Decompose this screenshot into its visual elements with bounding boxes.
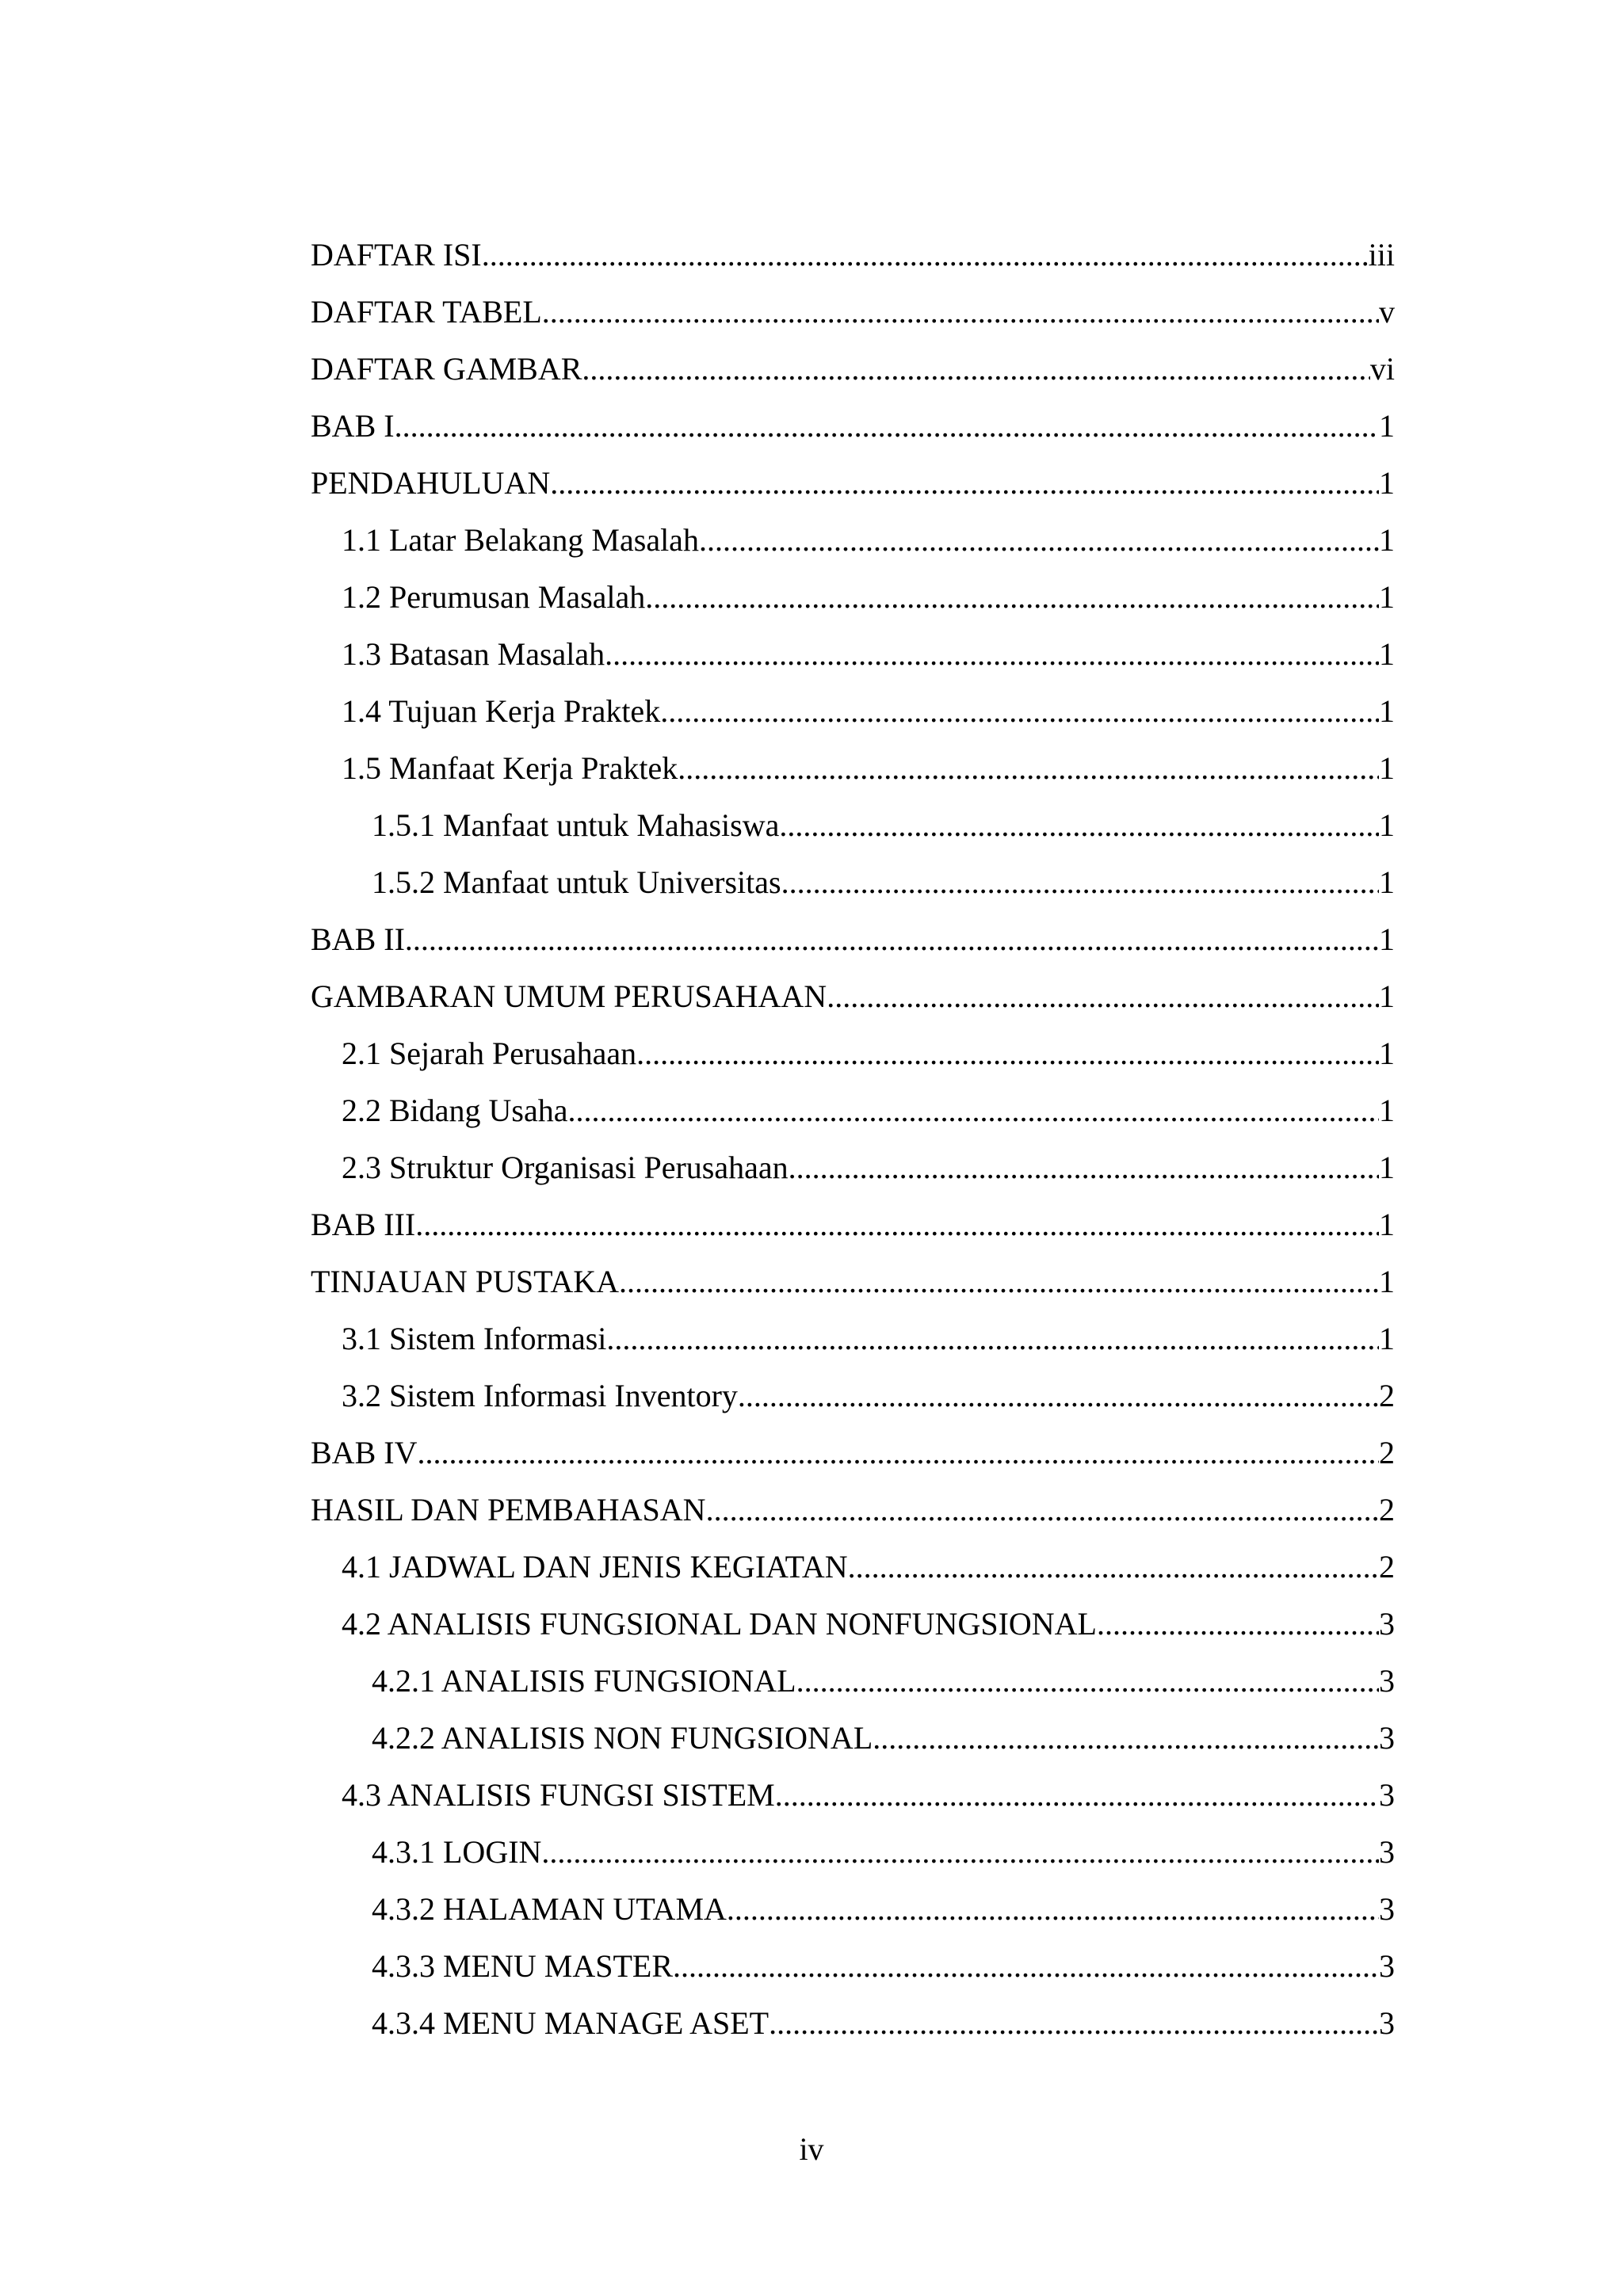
toc-entry-page-number: 1 xyxy=(1379,978,1395,1014)
toc-dot-leader xyxy=(779,797,1379,854)
toc-entry-page-number: 1 xyxy=(1379,1093,1395,1128)
toc-entry[interactable] xyxy=(311,1938,1395,1995)
toc-entry-title: 2.3 Struktur Organisasi Perusahaan xyxy=(342,1150,789,1185)
toc-entry-page-number: vi xyxy=(1369,351,1395,387)
toc-entry-title: 3.2 Sistem Informasi Inventory xyxy=(342,1378,738,1413)
toc-entry[interactable] xyxy=(311,1367,1395,1425)
toc-entry-title: DAFTAR GAMBAR xyxy=(311,351,582,387)
toc-dot-leader xyxy=(550,455,1379,512)
toc-entry-page-number: 1 xyxy=(1379,1264,1395,1299)
toc-entry[interactable] xyxy=(311,1482,1395,1539)
toc-dot-leader xyxy=(678,740,1379,797)
toc-entry[interactable] xyxy=(311,797,1395,854)
toc-entry[interactable] xyxy=(311,1824,1395,1881)
toc-entry-title: 1.3 Batasan Masalah xyxy=(342,636,605,672)
toc-entry[interactable] xyxy=(311,1025,1395,1082)
toc-dot-leader xyxy=(605,626,1379,683)
toc-entry-title: TINJAUAN PUSTAKA xyxy=(311,1264,620,1299)
toc-entry-title: 4.2 ANALISIS FUNGSIONAL DAN NONFUNGSIONAL xyxy=(342,1606,1097,1642)
toc-entry[interactable] xyxy=(311,1139,1395,1196)
toc-entry[interactable] xyxy=(311,1196,1395,1253)
toc-entry-title: 4.2.2 ANALISIS NON FUNGSIONAL xyxy=(372,1720,873,1756)
toc-dot-leader xyxy=(542,284,1379,341)
toc-entry[interactable] xyxy=(311,911,1395,968)
toc-dot-leader xyxy=(541,1824,1379,1881)
toc-entry[interactable] xyxy=(311,740,1395,797)
toc-dot-leader xyxy=(568,1082,1379,1139)
toc-entry-title: 1.1 Latar Belakang Masalah xyxy=(342,522,699,558)
toc-dot-leader xyxy=(789,1139,1379,1196)
toc-dot-leader xyxy=(660,683,1379,740)
toc-entry-title: PENDAHULUAN xyxy=(311,465,551,501)
toc-entry-page-number: 1 xyxy=(1379,864,1395,900)
toc-entry[interactable] xyxy=(311,341,1395,398)
toc-entry-page-number: 2 xyxy=(1379,1435,1395,1470)
toc-entry[interactable] xyxy=(311,398,1395,455)
toc-dot-leader xyxy=(395,398,1379,455)
toc-entry-page-number: 3 xyxy=(1379,1891,1395,1927)
toc-dot-leader xyxy=(645,569,1379,626)
toc-entry[interactable] xyxy=(311,1539,1395,1596)
toc-entry-page-number: 1 xyxy=(1379,465,1395,501)
toc-entry[interactable] xyxy=(311,1653,1395,1710)
toc-entry-page-number: 1 xyxy=(1379,1150,1395,1185)
toc-entry-page-number: 1 xyxy=(1379,921,1395,957)
toc-entry-title: DAFTAR TABEL xyxy=(311,294,542,330)
toc-dot-leader xyxy=(706,1482,1379,1539)
toc-entry-page-number: 1 xyxy=(1379,1321,1395,1356)
toc-entry[interactable] xyxy=(311,512,1395,569)
toc-entry-title: 2.2 Bidang Usaha xyxy=(342,1093,568,1128)
toc-entry-page-number: iii xyxy=(1368,237,1395,273)
toc-entry-title: BAB IV xyxy=(311,1435,418,1470)
toc-entry-page-number: 3 xyxy=(1379,1720,1395,1756)
toc-dot-leader xyxy=(848,1539,1379,1596)
toc-entry[interactable] xyxy=(311,227,1395,284)
toc-dot-leader xyxy=(738,1367,1379,1425)
toc-dot-leader xyxy=(619,1253,1379,1310)
toc-entry[interactable] xyxy=(311,284,1395,341)
toc-dot-leader xyxy=(417,1425,1379,1482)
toc-entry[interactable] xyxy=(311,626,1395,683)
toc-entry-page-number: 1 xyxy=(1379,522,1395,558)
toc-entry-title: GAMBARAN UMUM PERUSAHAAN xyxy=(311,978,827,1014)
toc-entry-page-number: 2 xyxy=(1379,1492,1395,1527)
toc-entry-title: 4.3.4 MENU MANAGE ASET xyxy=(372,2005,769,2041)
toc-dot-leader xyxy=(727,1881,1379,1938)
toc-dot-leader xyxy=(405,911,1379,968)
toc-entry-title: 4.3.2 HALAMAN UTAMA xyxy=(372,1891,727,1927)
toc-dot-leader xyxy=(775,1767,1379,1824)
toc-dot-leader xyxy=(415,1196,1379,1253)
toc-entry[interactable] xyxy=(311,455,1395,512)
toc-dot-leader xyxy=(781,854,1379,911)
toc-dot-leader xyxy=(796,1653,1379,1710)
toc-entry-page-number: v xyxy=(1379,294,1395,330)
toc-entry[interactable] xyxy=(311,1310,1395,1367)
toc-entry-title: 1.5.2 Manfaat untuk Universitas xyxy=(372,864,781,900)
toc-dot-leader xyxy=(582,341,1369,398)
toc-entry-title: 3.1 Sistem Informasi xyxy=(342,1321,607,1356)
toc-entry-title: 4.3.3 MENU MASTER xyxy=(372,1948,674,1984)
toc-dot-leader xyxy=(769,1995,1379,2052)
toc-entry-title: BAB III xyxy=(311,1207,416,1242)
toc-dot-leader xyxy=(1097,1596,1379,1653)
toc-entry-page-number: 3 xyxy=(1379,2005,1395,2041)
toc-entry-page-number: 1 xyxy=(1379,750,1395,786)
toc-entry-page-number: 2 xyxy=(1379,1549,1395,1585)
toc-entry-page-number: 1 xyxy=(1379,807,1395,843)
toc-entry[interactable] xyxy=(311,1767,1395,1824)
page-number: iv xyxy=(799,2131,824,2167)
toc-entry[interactable] xyxy=(311,1082,1395,1139)
toc-entry[interactable] xyxy=(311,569,1395,626)
toc-entry-title: BAB I xyxy=(311,408,395,444)
toc-entry[interactable] xyxy=(311,968,1395,1025)
toc-entry-title: 1.4 Tujuan Kerja Praktek xyxy=(342,693,661,729)
toc-entry-page-number: 1 xyxy=(1379,1035,1395,1071)
toc-entry-page-number: 1 xyxy=(1379,636,1395,672)
toc-entry[interactable] xyxy=(311,1596,1395,1653)
toc-entry-page-number: 3 xyxy=(1379,1777,1395,1813)
toc-entry[interactable] xyxy=(311,1425,1395,1482)
toc-dot-leader xyxy=(482,227,1369,284)
toc-entry[interactable] xyxy=(311,1710,1395,1767)
toc-entry-title: 4.3.1 LOGIN xyxy=(372,1834,542,1870)
toc-entry-title: 4.3 ANALISIS FUNGSI SISTEM xyxy=(342,1777,775,1813)
toc-entry-page-number: 3 xyxy=(1379,1606,1395,1642)
toc-entry-page-number: 1 xyxy=(1379,579,1395,615)
toc-dot-leader xyxy=(673,1938,1379,1995)
toc-entry-page-number: 1 xyxy=(1379,693,1395,729)
toc-entry-title: 1.5.1 Manfaat untuk Mahasiswa xyxy=(372,807,780,843)
toc-entry-title: 2.1 Sejarah Perusahaan xyxy=(342,1035,637,1071)
toc-entry[interactable] xyxy=(311,683,1395,740)
toc-entry-title: DAFTAR ISI xyxy=(311,237,482,273)
toc-dot-leader xyxy=(636,1025,1379,1082)
toc-entry-page-number: 1 xyxy=(1379,408,1395,444)
toc-dot-leader xyxy=(606,1310,1379,1367)
toc-entry[interactable] xyxy=(311,854,1395,911)
toc-dot-leader xyxy=(699,512,1379,569)
toc-entry-page-number: 3 xyxy=(1379,1663,1395,1699)
toc-entry[interactable] xyxy=(311,1253,1395,1310)
toc-entry-page-number: 1 xyxy=(1379,1207,1395,1242)
table-of-contents xyxy=(311,227,1395,2052)
toc-entry-title: HASIL DAN PEMBAHASAN xyxy=(311,1492,706,1527)
toc-entry-title: 4.2.1 ANALISIS FUNGSIONAL xyxy=(372,1663,796,1699)
toc-entry-page-number: 2 xyxy=(1379,1378,1395,1413)
toc-entry-title: 4.1 JADWAL DAN JENIS KEGIATAN xyxy=(342,1549,848,1585)
toc-entry[interactable] xyxy=(311,1995,1395,2052)
toc-dot-leader xyxy=(827,968,1379,1025)
toc-entry-page-number: 3 xyxy=(1379,1948,1395,1984)
toc-entry-title: 1.2 Perumusan Masalah xyxy=(342,579,646,615)
toc-entry-page-number: 3 xyxy=(1379,1834,1395,1870)
toc-entry[interactable] xyxy=(311,1881,1395,1938)
toc-entry-title: BAB II xyxy=(311,921,405,957)
toc-dot-leader xyxy=(873,1710,1379,1767)
toc-entry-title: 1.5 Manfaat Kerja Praktek xyxy=(342,750,678,786)
